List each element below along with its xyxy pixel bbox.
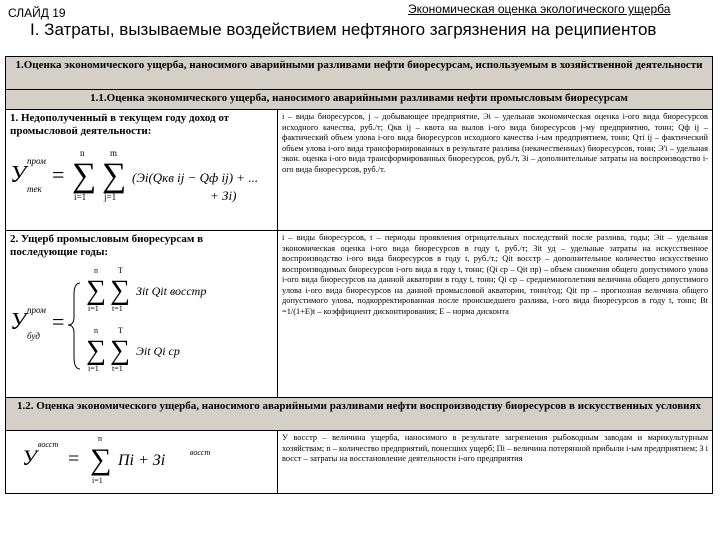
formula2-sub: буд <box>27 331 40 341</box>
section-heading-1-2: 1.2. Оценка экономического ущерба, наносимого аварийными разливами нефти воспроизводству биоресурсов в искусственных условиях <box>6 398 713 431</box>
row1-left-cell <box>6 110 278 231</box>
svg-text:∑: ∑ <box>72 157 97 194</box>
formula1-sum1-bot: i=1 <box>74 192 87 202</box>
row2-title: 2. Ущерб промысловым биоресурсам в последующие годы: <box>10 233 204 258</box>
section-row <box>6 398 713 431</box>
formula1-tail: + Зi) <box>210 188 237 203</box>
formula1-lhs: У <box>10 162 27 188</box>
formula2-term-a: Зit Qit восстр <box>136 284 207 298</box>
formula1-sum1-top: n <box>80 148 85 158</box>
svg-text:∑: ∑ <box>90 443 112 476</box>
section-row <box>6 90 713 110</box>
svg-text:=: = <box>52 309 65 334</box>
svg-text:∑: ∑ <box>102 157 127 194</box>
formula3-sup: восст <box>38 440 59 449</box>
formula2-sumt-bot: t=1 <box>112 304 123 313</box>
formula2-sup: пром <box>27 305 46 315</box>
formula3-lhs: У <box>22 445 37 470</box>
svg-text:∑: ∑ <box>110 335 130 366</box>
formula3-body: Пi + Зi <box>118 452 166 469</box>
formula2-lhs: У <box>10 309 27 335</box>
table-row <box>6 231 713 398</box>
formula1-sum2-bot: j=1 <box>104 192 117 202</box>
row3-left-cell <box>6 431 278 494</box>
content-table <box>5 56 713 494</box>
row3-right-cell: У восстр – величина ущерба, наносимого в результате загрязнения рыбоводным заводам и марикультурным хозяйствам; n – количество предприятий, понесших ущерб; Пi – величина потерянной прибыли i-ым предприятием; З i восст – затраты на восстановление деятельности i-ого предприятия <box>278 431 713 494</box>
formula1-body: (Эi(Qкв ij − Qф ij) + ... <box>132 170 259 185</box>
formula2-sum-bot-2: i=1 <box>88 364 99 373</box>
row2-left-cell <box>6 231 278 398</box>
formula3-sum-bot: i=1 <box>92 476 103 485</box>
row2-right-cell: i – виды биоресурсов, t – периоды проявления отрицательных последствий после разлива, годы; Эit – удельная экономическая оценка i-ого вида биоресурсов в году t, руб./т; Зit уд – удельные затраты на искусственное воспроизводство i-ого вида биоресурсов в году t, руб./т.; Qit восстр – дополнительное количество искусственно воспроизводимых биоресурсов i-ого вида в году t, тонн; (Qi ср – Qit пр) – объем снижения общего допустимого улова i-ого вида биоресурсов на данной акватории в году t, тонн; Qi ср – среднемноголетняя величина общего допустимого улова i-ого вида биоресурсов на данной промысловой акватории, тонн/год; Qit пр – прогнозная величина общего допустимого улова, подкорректированная после происшедшего разлива, i-ого вида биоресурсов в году t, тонн; Bt =1/(1+E)t – коэффициент дисконтирования; E – норма дисконта <box>278 231 713 398</box>
row1-right-cell: i – виды биоресурсов, j – добывающее предприятие, Эi – удельная экономическая оценка i-ого вида биоресурсов исходного качества, руб./т; Qкв ij – квота на вылов i-ого вида биоресурсов j-му предприятию, тонн; Qф ij – фактический объем улова i-ого вида биоресурсов исходного качества i-ым предприятием, тонн; Qтi ij – фактический объем улова i-ого вида трансформированных в результате разлива (некачественных) биоресурсов, тонн; Э'i – удельная экон. оценка i-ого вида трансформированных биоресурсов, руб./т, Зi – дополнительные затраты на воспроизводство i-ого вида биоресурсов, руб./т. <box>278 110 713 231</box>
formula1-sum2-top: m <box>110 148 118 158</box>
formula-1 <box>10 144 273 206</box>
section-heading-1-1: 1.1.Оценка экономического ущерба, наносимого аварийными разливами нефти промысловым биоресурсам <box>6 90 713 110</box>
formula2-sum-bot: i=1 <box>88 304 99 313</box>
slide-number: СЛАЙД 19 <box>8 6 66 20</box>
formula1-sub: тек <box>27 184 42 194</box>
formula2-sumt-bot-2: t=1 <box>112 364 123 373</box>
svg-text:=: = <box>68 448 80 470</box>
formula-2 <box>10 265 273 385</box>
table-row <box>6 110 713 231</box>
header-note: Экономическая оценка экологического ущерба <box>408 2 671 16</box>
formula2-sumt-top-2: T <box>118 326 123 335</box>
svg-text:∑: ∑ <box>86 275 106 306</box>
section-row <box>6 57 713 90</box>
svg-text:∑: ∑ <box>110 275 130 306</box>
formula1-sup: пром <box>27 156 46 166</box>
formula2-sumt-top: T <box>118 266 123 275</box>
svg-text:=: = <box>52 162 65 187</box>
row1-title: 1. Недополученный в текущем году доход от промысловой деятельности: <box>10 112 230 137</box>
formula2-sum-top-2: n <box>94 326 98 335</box>
formula2-sum-top: n <box>94 266 98 275</box>
formula2-term-b: Эit Qi ср <box>136 344 180 358</box>
page-title: I. Затраты, вызываемые воздействием нефтяного загрязнения на реципиентов <box>30 20 657 39</box>
section-heading-1: 1.Оценка экономического ущерба, наносимого аварийными разливами нефти биоресурсам, используемым в хозяйственной деятельности <box>6 57 713 90</box>
formula3-sum-top: n <box>98 434 102 443</box>
svg-text:∑: ∑ <box>86 335 106 366</box>
formula-3 <box>10 433 272 487</box>
table-row <box>6 431 713 494</box>
formula3-sup-b: восст <box>190 448 211 457</box>
